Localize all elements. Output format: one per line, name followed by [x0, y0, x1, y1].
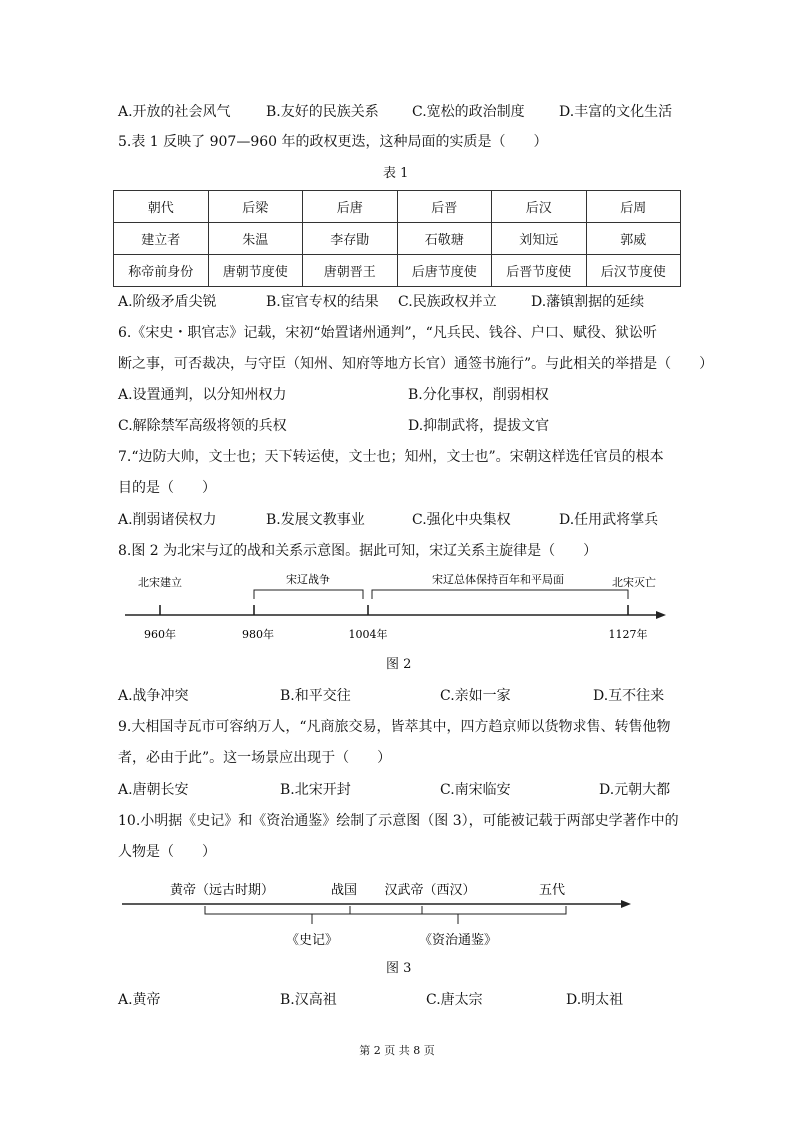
year-label: 1127年 [608, 628, 648, 641]
table-cell: 后周 [586, 191, 681, 223]
period-label: 五代 [538, 883, 566, 898]
q6-option-d: D.抑制武将，提拔文官 [408, 418, 550, 434]
table-cell: 后唐 [303, 191, 398, 223]
q8-option-b: B.和平交往 [280, 688, 351, 704]
book-label: 《资治通鉴》 [418, 933, 498, 948]
q9-option-c: C.南宋临安 [440, 782, 511, 798]
peace-period-bracket [372, 590, 628, 599]
table-cell: 朝代 [114, 191, 209, 223]
zizhi-tongjian-bracket [350, 906, 566, 914]
q8-option-d: D.互不往来 [593, 688, 665, 704]
table-cell: 后唐节度使 [397, 255, 492, 287]
war-period-bracket [254, 590, 363, 599]
table-1 [113, 190, 681, 287]
q10-option-a: A.黄帝 [118, 992, 161, 1008]
q6-stem-line-1: 6.《宋史・职官志》记载，宋初“始置诸州通判”，“凡兵民、钱谷、户口、赋役、狱讼听 [118, 325, 657, 341]
table-cell: 称帝前身份 [114, 255, 209, 287]
figure-2-timeline [0, 566, 794, 648]
q6-stem-line-2: 断之事，可否裁决，与守臣（知州、知府等地方长官）通签书施行”。与此相关的举措是（ ） [118, 356, 714, 372]
table-cell: 朱温 [208, 223, 303, 255]
q10-option-d: D.明太祖 [566, 992, 624, 1008]
shiji-bracket [205, 906, 422, 914]
q4-option-a: A.开放的社会风气 [118, 104, 231, 120]
q10-option-c: C.唐太宗 [426, 992, 483, 1008]
q6-option-c: C.解除禁军高级将领的兵权 [118, 418, 287, 434]
period-label: 黄帝（远古时期） [169, 883, 275, 898]
q7-option-a: A.削弱诸侯权力 [118, 512, 217, 528]
q7-option-c: C.强化中央集权 [412, 512, 511, 528]
q6-option-b: B.分化事权，削弱相权 [408, 387, 549, 403]
table-cell: 后梁 [208, 191, 303, 223]
figure-3-timeline [0, 872, 794, 954]
q7-stem-line-1: 7.“边防大帅，文士也；天下转运使，文士也；知州，文士也”。宋朝这样选任官员的根本 [118, 449, 664, 465]
year-label: 960年 [144, 628, 176, 641]
table-row [114, 255, 681, 287]
q9-stem-line-2: 者，必由于此”。这一场景应出现于（ ） [118, 750, 392, 766]
table-cell: 郭威 [586, 223, 681, 255]
table-cell: 刘知远 [492, 223, 587, 255]
table-cell: 李存勖 [303, 223, 398, 255]
table-cell: 后汉 [492, 191, 587, 223]
q8-option-a: A.战争冲突 [118, 688, 189, 704]
page-footer: 第 2 页 共 8 页 [359, 1044, 435, 1057]
table-cell: 后汉节度使 [586, 255, 681, 287]
year-label: 980年 [242, 628, 274, 641]
table-1-caption: 表 1 [383, 166, 409, 181]
q8-stem: 8.图 2 为北宋与辽的战和关系示意图。据此可知，宋辽关系主旋律是（ ） [118, 543, 598, 559]
q7-stem-line-2: 目的是（ ） [118, 480, 216, 496]
table-cell: 唐朝晋王 [303, 255, 398, 287]
event-label: 北宋建立 [138, 576, 182, 589]
q9-option-a: A.唐朝长安 [118, 782, 189, 798]
q5-option-c: C.民族政权并立 [398, 294, 497, 310]
year-label: 1004年 [348, 628, 388, 641]
q5-stem: 5.表 1 反映了 907—960 年的政权更迭，这种局面的实质是（ ） [118, 134, 548, 150]
q6-option-a: A.设置通判，以分知州权力 [118, 387, 287, 403]
timeline-arrowhead [656, 611, 666, 619]
event-label: 宋辽战争 [286, 573, 330, 586]
q10-stem-line-2: 人物是（ ） [118, 844, 216, 860]
q9-stem-line-1: 9.大相国寺瓦市可容纳万人，“凡商旅交易，皆萃其中，四方趋京师以货物求售、转售他物 [118, 719, 671, 735]
table-cell: 后晋 [397, 191, 492, 223]
q10-option-b: B.汉高祖 [280, 992, 337, 1008]
table-row [114, 191, 681, 223]
table-cell: 建立者 [114, 223, 209, 255]
q4-option-d: D.丰富的文化生活 [559, 104, 673, 120]
q4-option-c: C.宽松的政治制度 [412, 104, 525, 120]
q8-option-c: C.亲如一家 [440, 688, 511, 704]
timeline-arrowhead [621, 900, 631, 908]
q7-option-d: D.任用武将掌兵 [559, 512, 659, 528]
q10-stem-line-1: 10.小明据《史记》和《资治通鉴》绘制了示意图（图 3），可能被记载于两部史学著作中的 [118, 813, 679, 829]
q5-option-a: A.阶级矛盾尖锐 [118, 294, 217, 310]
q9-option-d: D.元朝大都 [599, 782, 671, 798]
figure-3-caption: 图 3 [386, 961, 412, 976]
table-row [114, 223, 681, 255]
q5-option-d: D.藩镇割据的延续 [531, 294, 645, 310]
figure-2-caption: 图 2 [386, 657, 412, 672]
q5-option-b: B.宦官专权的结果 [266, 294, 379, 310]
q9-option-b: B.北宋开封 [280, 782, 351, 798]
book-label: 《史记》 [285, 933, 339, 948]
event-label: 宋辽总体保持百年和平局面 [432, 573, 564, 586]
q7-option-b: B.发展文教事业 [266, 512, 365, 528]
period-label: 战国 [330, 883, 358, 898]
period-label: 汉武帝（西汉） [384, 883, 476, 898]
q4-option-b: B.友好的民族关系 [266, 104, 379, 120]
table-cell: 石敬瑭 [397, 223, 492, 255]
event-label: 北宋灭亡 [612, 576, 656, 589]
table-cell: 唐朝节度使 [208, 255, 303, 287]
table-cell: 后晋节度使 [492, 255, 587, 287]
